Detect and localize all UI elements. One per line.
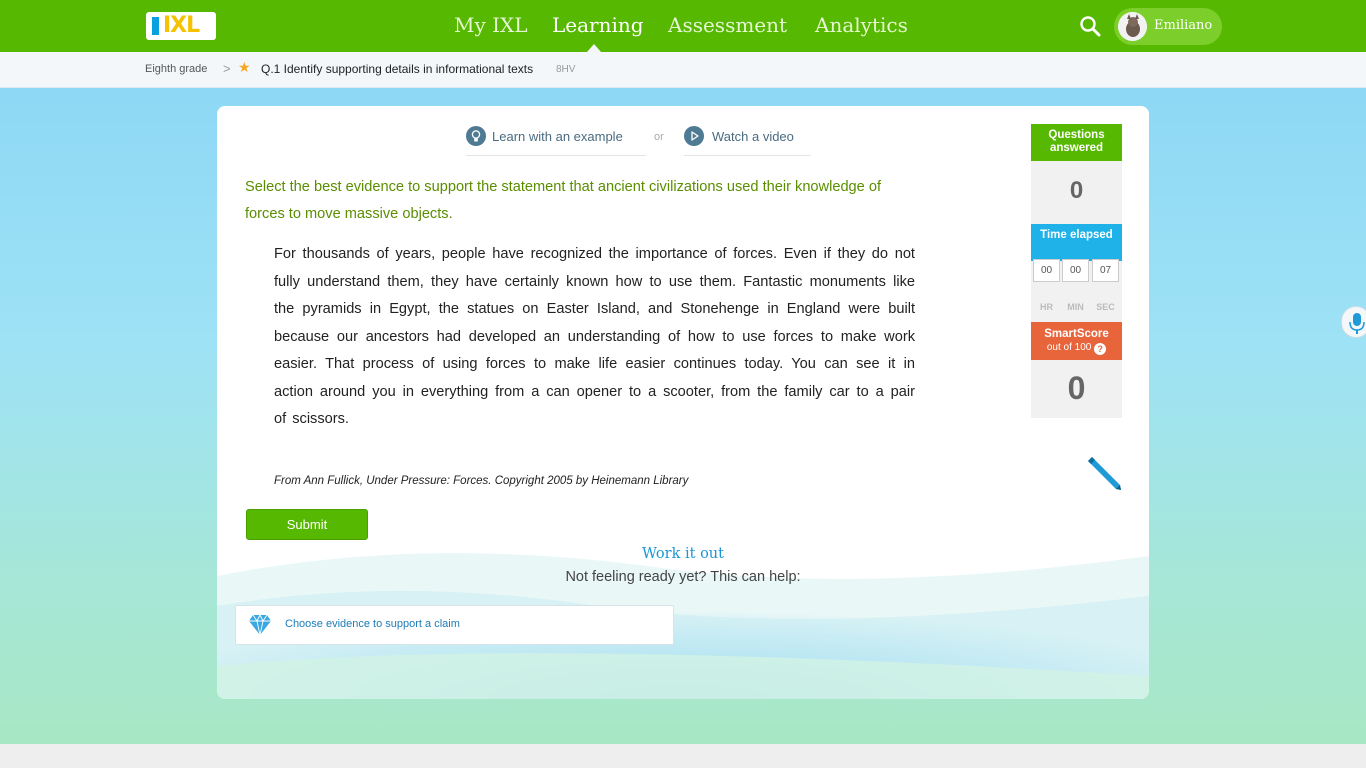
nav-analytics[interactable]: Analytics xyxy=(815,13,908,37)
star-icon[interactable]: ★ xyxy=(238,60,251,76)
or-separator: or xyxy=(654,131,664,143)
related-skill-link[interactable]: Choose evidence to support a claim xyxy=(285,618,460,630)
smartscore-label: SmartScore xyxy=(1044,328,1109,340)
footer-strip xyxy=(0,744,1366,768)
logo-bar xyxy=(152,17,159,35)
user-menu-button[interactable] xyxy=(1114,8,1222,45)
questions-answered-value: 0 xyxy=(1069,177,1084,204)
work-it-out-subtitle: Not feeling ready yet? This can help: xyxy=(565,569,801,585)
questions-answered-panel xyxy=(1031,161,1122,224)
evidence-passage[interactable]: For thousands of years, people have recognized the importance of forces. Even if they do not fully understand them, they have certainly known how to use them. Fantastic monuments like the pyramids in Egypt, the statues on Easter Island, and Stonehenge in England were built because our ancestors had developed an understanding of how to use forces to make work easier. That process of using forces to make life easier continues today. You can see it in action around you in everything from a can opener to a scooter, from the family car to a pair of scissors. xyxy=(274,246,915,427)
diamond-icon xyxy=(248,614,272,636)
smartscore-panel xyxy=(1031,360,1122,418)
smartscore-sub: out of 100 xyxy=(1046,342,1092,353)
nav-learning[interactable]: Learning xyxy=(552,13,644,37)
lightbulb-icon xyxy=(466,126,486,146)
work-it-out-title: Work it out xyxy=(642,546,724,562)
learn-example-link[interactable] xyxy=(466,126,646,156)
submit-button[interactable]: Submit xyxy=(246,509,368,540)
seconds-label: SEC xyxy=(1096,302,1115,312)
nav-my-ixl[interactable]: My IXL xyxy=(454,13,528,37)
search-icon[interactable] xyxy=(1078,14,1102,38)
nav-assessment[interactable]: Assessment xyxy=(668,13,788,37)
microphone-icon[interactable] xyxy=(1341,306,1366,338)
questions-answered-label: Questions answered xyxy=(1031,124,1122,161)
user-name: Emiliano xyxy=(1154,18,1213,33)
hours-label: HR xyxy=(1040,302,1053,312)
time-elapsed-label: Time elapsed xyxy=(1031,224,1122,261)
practice-card xyxy=(217,106,1149,699)
watch-video-link[interactable] xyxy=(684,126,811,156)
learn-example-label: Learn with an example xyxy=(492,129,623,144)
watch-video-label: Watch a video xyxy=(712,129,794,144)
help-icon[interactable]: ? xyxy=(1094,343,1106,355)
minutes-label: MIN xyxy=(1067,302,1084,312)
smartscore-value: 0 xyxy=(1067,370,1086,406)
avatar xyxy=(1118,12,1147,41)
breadcrumb-grade[interactable]: Eighth grade xyxy=(145,63,208,75)
skill-code: 8HV xyxy=(556,64,576,75)
active-nav-caret xyxy=(587,44,601,52)
passage-citation: From Ann Fullick, Under Pressure: Forces. Copyright 2005 by Heinemann Library xyxy=(274,475,689,487)
related-skill-card[interactable] xyxy=(235,605,674,645)
chevron-right-icon: > xyxy=(223,61,231,76)
smartscore-scale xyxy=(1031,341,1122,355)
time-hours: 00 xyxy=(1033,259,1060,282)
breadcrumb-skill: Q.1 Identify supporting details in informational texts xyxy=(261,62,534,76)
question-prompt: Select the best evidence to support the statement that ancient civilizations used their knowledge of forces to move massive objects. xyxy=(245,179,882,222)
time-seconds: 07 xyxy=(1092,259,1119,282)
play-icon xyxy=(684,126,704,146)
pencil-icon[interactable] xyxy=(1086,455,1122,491)
breadcrumb xyxy=(0,52,1366,88)
time-minutes: 00 xyxy=(1062,259,1089,282)
smartscore-header xyxy=(1031,322,1122,360)
ixl-logo[interactable] xyxy=(146,12,216,40)
top-nav xyxy=(0,0,1366,52)
logo-text: IXL xyxy=(163,13,200,38)
